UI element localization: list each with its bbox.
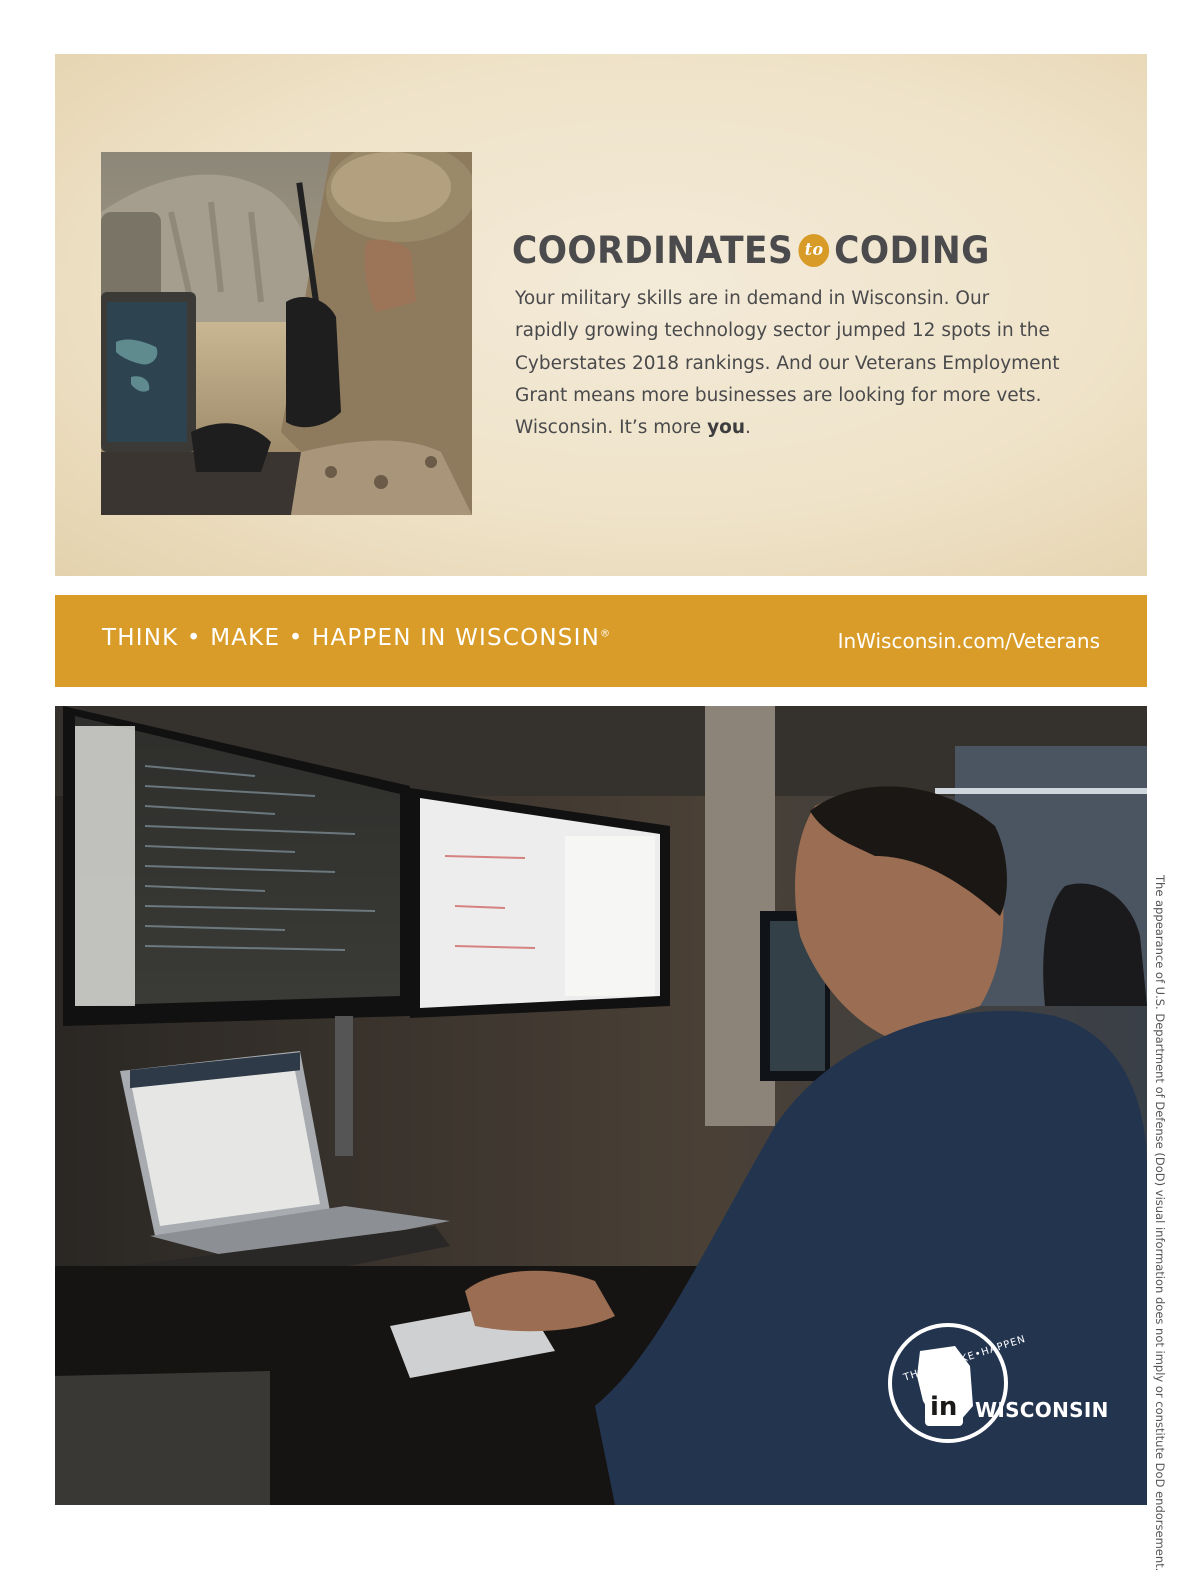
headline	[512, 222, 990, 278]
body-copy	[515, 283, 1075, 444]
headline-word-coordinates: COORDINATES	[512, 228, 794, 272]
logo-wordmark: WISCONSIN	[975, 1398, 1109, 1422]
body-line: rapidly growing technology sector jumped 12 spots in the	[515, 320, 1050, 342]
soldier-photo	[101, 152, 472, 515]
website-link[interactable]: InWisconsin.com/Veterans	[837, 629, 1100, 653]
office-photo	[55, 706, 1147, 1505]
tagline-text: THINK • MAKE • HAPPEN IN WISCONSIN	[102, 625, 600, 651]
logo-arc-text: THINK•MAKE•HAPPEN	[902, 1333, 1028, 1384]
tagline-banner	[55, 595, 1147, 687]
body-line: Cyberstates 2018 rankings. And our Veterans Employment	[515, 352, 1060, 374]
dod-disclaimer: The appearance of U.S. Department of Defense (DoD) visual information does not imply or constitute DoD endorsement.	[1153, 875, 1167, 1571]
body-line: Grant means more businesses are looking for more vets.	[515, 384, 1042, 406]
registered-mark: ®	[599, 628, 612, 640]
tagline	[102, 625, 611, 651]
body-line-last	[515, 412, 1075, 444]
soldier-photo-illustration	[101, 152, 472, 515]
headline-to-badge: to	[799, 234, 830, 267]
office-photo-illustration	[55, 706, 1147, 1505]
body-line: Your military skills are in demand in Wisconsin. Our	[515, 288, 990, 309]
headline-word-coding: CODING	[834, 228, 990, 272]
body-text-period: .	[745, 417, 751, 439]
logo-in-text: in	[930, 1392, 958, 1422]
body-emphasis: you	[707, 417, 746, 439]
body-text: Wisconsin. It’s more	[515, 417, 708, 439]
